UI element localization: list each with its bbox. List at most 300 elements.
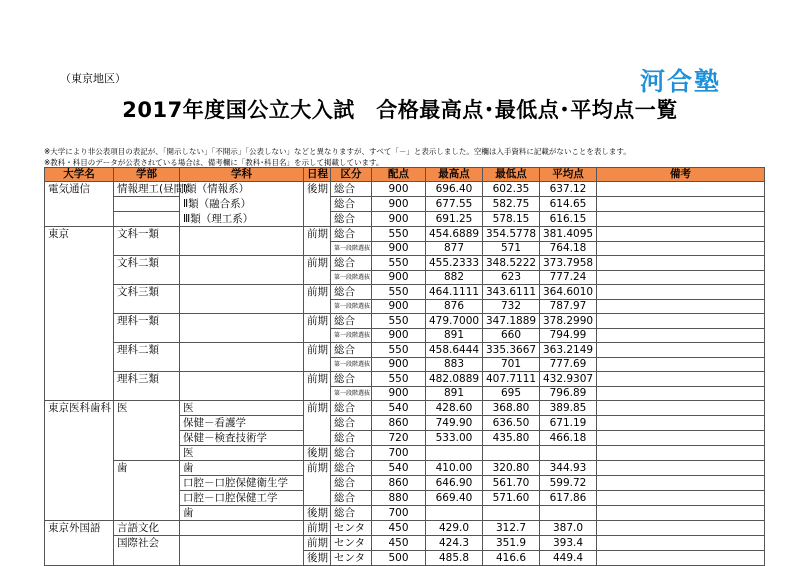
remarks-cell bbox=[597, 461, 765, 476]
haiten-cell: 900 bbox=[372, 387, 426, 401]
schedule-cell bbox=[304, 300, 331, 314]
kubun-cell: 総合 bbox=[331, 506, 372, 521]
department-cell bbox=[114, 271, 180, 285]
remarks-cell bbox=[597, 212, 765, 227]
major-cell bbox=[180, 536, 304, 551]
major-cell: 医 bbox=[180, 446, 304, 461]
schedule-cell: 後期 bbox=[304, 182, 331, 197]
kubun-cell: 総合 bbox=[331, 182, 372, 197]
avg-cell: 387.0 bbox=[540, 521, 597, 536]
major-cell: 保健－検査技術学 bbox=[180, 431, 304, 446]
major-cell bbox=[180, 285, 304, 300]
major-cell: 医 bbox=[180, 401, 304, 416]
department-cell bbox=[114, 300, 180, 314]
major-cell: 口腔－口腔保健衛生学 bbox=[180, 476, 304, 491]
kubun-cell: 総合 bbox=[331, 212, 372, 227]
table-row bbox=[45, 476, 765, 491]
major-cell: Ⅱ類（融合系） bbox=[180, 197, 304, 212]
min-cell: 582.75 bbox=[483, 197, 540, 212]
max-cell: 677.55 bbox=[426, 197, 483, 212]
table-row bbox=[45, 372, 765, 387]
max-cell: 749.90 bbox=[426, 416, 483, 431]
schedule-cell bbox=[304, 212, 331, 227]
remarks-cell bbox=[597, 343, 765, 358]
haiten-cell: 550 bbox=[372, 285, 426, 300]
avg-cell bbox=[540, 506, 597, 521]
min-cell: 368.80 bbox=[483, 401, 540, 416]
kubun-cell: 第一段階選抜 bbox=[331, 271, 372, 285]
remarks-cell bbox=[597, 300, 765, 314]
remarks-cell bbox=[597, 401, 765, 416]
university-cell bbox=[45, 536, 114, 551]
kubun-cell: 第一段階選抜 bbox=[331, 242, 372, 256]
avg-cell: 449.4 bbox=[540, 551, 597, 566]
university-cell bbox=[45, 242, 114, 256]
university-cell bbox=[45, 446, 114, 461]
region-label: （東京地区） bbox=[60, 72, 126, 85]
kubun-cell: センタ bbox=[331, 521, 372, 536]
university-cell bbox=[45, 431, 114, 446]
min-cell: 312.7 bbox=[483, 521, 540, 536]
haiten-cell: 700 bbox=[372, 506, 426, 521]
header-major: 学科 bbox=[180, 168, 304, 182]
major-cell bbox=[180, 227, 304, 242]
table-row bbox=[45, 536, 765, 551]
table-row bbox=[45, 182, 765, 197]
department-cell bbox=[114, 212, 180, 227]
page-title: 2017年度国公立大入試 合格最高点･最低点･平均点一覧 bbox=[122, 98, 678, 122]
table-row bbox=[45, 329, 765, 343]
avg-cell: 777.24 bbox=[540, 271, 597, 285]
university-cell bbox=[45, 476, 114, 491]
kubun-cell: 総合 bbox=[331, 491, 372, 506]
header-univ: 大学名 bbox=[45, 168, 114, 182]
avg-cell bbox=[540, 446, 597, 461]
schedule-cell bbox=[304, 271, 331, 285]
max-cell: 877 bbox=[426, 242, 483, 256]
department-cell: 文科一類 bbox=[114, 227, 180, 242]
major-cell bbox=[180, 256, 304, 271]
table-row bbox=[45, 491, 765, 506]
remarks-cell bbox=[597, 271, 765, 285]
department-cell bbox=[114, 551, 180, 566]
department-cell bbox=[114, 431, 180, 446]
department-cell bbox=[114, 491, 180, 506]
avg-cell: 616.15 bbox=[540, 212, 597, 227]
university-cell bbox=[45, 314, 114, 329]
haiten-cell: 720 bbox=[372, 431, 426, 446]
kubun-cell: 総合 bbox=[331, 446, 372, 461]
table-row bbox=[45, 212, 765, 227]
department-cell: 文科二類 bbox=[114, 256, 180, 271]
department-cell: 情報理工(昼間) bbox=[114, 182, 180, 197]
haiten-cell: 550 bbox=[372, 314, 426, 329]
department-cell: 理科二類 bbox=[114, 343, 180, 358]
remarks-cell bbox=[597, 329, 765, 343]
avg-cell: 344.93 bbox=[540, 461, 597, 476]
avg-cell: 637.12 bbox=[540, 182, 597, 197]
max-cell: 429.0 bbox=[426, 521, 483, 536]
major-cell bbox=[180, 551, 304, 566]
table-row bbox=[45, 551, 765, 566]
max-cell: 464.1111 bbox=[426, 285, 483, 300]
max-cell: 455.2333 bbox=[426, 256, 483, 271]
schedule-cell: 前期 bbox=[304, 314, 331, 329]
remarks-cell bbox=[597, 536, 765, 551]
kubun-cell: 総合 bbox=[331, 461, 372, 476]
min-cell: 561.70 bbox=[483, 476, 540, 491]
min-cell: 602.35 bbox=[483, 182, 540, 197]
table-row bbox=[45, 314, 765, 329]
avg-cell: 794.99 bbox=[540, 329, 597, 343]
university-cell bbox=[45, 212, 114, 227]
schedule-cell bbox=[304, 431, 331, 446]
university-cell bbox=[45, 343, 114, 358]
remarks-cell bbox=[597, 506, 765, 521]
avg-cell: 389.85 bbox=[540, 401, 597, 416]
avg-cell: 381.4095 bbox=[540, 227, 597, 242]
schedule-cell: 前期 bbox=[304, 461, 331, 476]
table-row bbox=[45, 343, 765, 358]
note-2: ※教科・科目のデータが公表されている場合は、備考欄に「教科･科目名」を示して掲載しています。 bbox=[44, 158, 384, 167]
table-row bbox=[45, 358, 765, 372]
haiten-cell: 450 bbox=[372, 521, 426, 536]
haiten-cell: 900 bbox=[372, 358, 426, 372]
haiten-cell: 550 bbox=[372, 372, 426, 387]
table-row bbox=[45, 416, 765, 431]
kubun-cell: 第一段階選抜 bbox=[331, 300, 372, 314]
haiten-cell: 900 bbox=[372, 329, 426, 343]
table-row bbox=[45, 446, 765, 461]
kubun-cell: 第一段階選抜 bbox=[331, 329, 372, 343]
schedule-cell bbox=[304, 416, 331, 431]
major-cell: Ⅲ類（理工系） bbox=[180, 212, 304, 227]
schedule-cell bbox=[304, 387, 331, 401]
major-cell: 口腔－口腔保健工学 bbox=[180, 491, 304, 506]
university-cell bbox=[45, 372, 114, 387]
haiten-cell: 450 bbox=[372, 536, 426, 551]
major-cell bbox=[180, 521, 304, 536]
kubun-cell: 総合 bbox=[331, 431, 372, 446]
haiten-cell: 900 bbox=[372, 212, 426, 227]
department-cell bbox=[114, 416, 180, 431]
schedule-cell bbox=[304, 476, 331, 491]
min-cell: 623 bbox=[483, 271, 540, 285]
header-min: 最低点 bbox=[483, 168, 540, 182]
kubun-cell: 第一段階選抜 bbox=[331, 358, 372, 372]
table-header-row bbox=[45, 168, 765, 182]
university-cell: 電気通信 bbox=[45, 182, 114, 197]
major-cell: Ⅰ類（情報系） bbox=[180, 182, 304, 197]
schedule-cell: 前期 bbox=[304, 256, 331, 271]
avg-cell: 364.6010 bbox=[540, 285, 597, 300]
min-cell: 335.3667 bbox=[483, 343, 540, 358]
university-cell bbox=[45, 285, 114, 300]
max-cell: 428.60 bbox=[426, 401, 483, 416]
kubun-cell: センタ bbox=[331, 536, 372, 551]
avg-cell: 466.18 bbox=[540, 431, 597, 446]
max-cell: 482.0889 bbox=[426, 372, 483, 387]
major-cell bbox=[180, 242, 304, 256]
remarks-cell bbox=[597, 416, 765, 431]
min-cell: 701 bbox=[483, 358, 540, 372]
university-cell bbox=[45, 551, 114, 566]
university-cell: 東京 bbox=[45, 227, 114, 242]
university-cell bbox=[45, 387, 114, 401]
kubun-cell: 総合 bbox=[331, 227, 372, 242]
university-cell bbox=[45, 506, 114, 521]
department-cell: 理科一類 bbox=[114, 314, 180, 329]
table-body bbox=[45, 182, 765, 566]
haiten-cell: 540 bbox=[372, 461, 426, 476]
major-cell bbox=[180, 343, 304, 358]
schedule-cell: 前期 bbox=[304, 227, 331, 242]
major-cell bbox=[180, 387, 304, 401]
max-cell: 479.7000 bbox=[426, 314, 483, 329]
max-cell: 646.90 bbox=[426, 476, 483, 491]
remarks-cell bbox=[597, 242, 765, 256]
header-max: 最高点 bbox=[426, 168, 483, 182]
major-cell bbox=[180, 271, 304, 285]
university-cell bbox=[45, 329, 114, 343]
university-cell bbox=[45, 197, 114, 212]
major-cell bbox=[180, 314, 304, 329]
max-cell: 696.40 bbox=[426, 182, 483, 197]
kubun-cell: 総合 bbox=[331, 372, 372, 387]
major-cell bbox=[180, 329, 304, 343]
avg-cell: 599.72 bbox=[540, 476, 597, 491]
min-cell bbox=[483, 506, 540, 521]
avg-cell: 671.19 bbox=[540, 416, 597, 431]
department-cell bbox=[114, 242, 180, 256]
max-cell: 883 bbox=[426, 358, 483, 372]
table-row bbox=[45, 271, 765, 285]
avg-cell: 378.2990 bbox=[540, 314, 597, 329]
university-cell bbox=[45, 358, 114, 372]
min-cell: 571 bbox=[483, 242, 540, 256]
min-cell: 354.5778 bbox=[483, 227, 540, 242]
max-cell: 485.8 bbox=[426, 551, 483, 566]
max-cell: 691.25 bbox=[426, 212, 483, 227]
haiten-cell: 900 bbox=[372, 242, 426, 256]
remarks-cell bbox=[597, 197, 765, 212]
department-cell bbox=[114, 476, 180, 491]
avg-cell: 796.89 bbox=[540, 387, 597, 401]
department-cell bbox=[114, 358, 180, 372]
min-cell: 351.9 bbox=[483, 536, 540, 551]
remarks-cell bbox=[597, 551, 765, 566]
kubun-cell: 総合 bbox=[331, 401, 372, 416]
department-cell bbox=[114, 446, 180, 461]
table-row bbox=[45, 506, 765, 521]
avg-cell: 393.4 bbox=[540, 536, 597, 551]
header-kubun: 区分 bbox=[331, 168, 372, 182]
remarks-cell bbox=[597, 256, 765, 271]
min-cell: 343.6111 bbox=[483, 285, 540, 300]
header-remarks: 備考 bbox=[597, 168, 765, 182]
haiten-cell: 900 bbox=[372, 182, 426, 197]
haiten-cell: 550 bbox=[372, 227, 426, 242]
max-cell bbox=[426, 446, 483, 461]
min-cell: 407.7111 bbox=[483, 372, 540, 387]
kubun-cell: 総合 bbox=[331, 314, 372, 329]
kubun-cell: 第一段階選抜 bbox=[331, 387, 372, 401]
min-cell: 636.50 bbox=[483, 416, 540, 431]
avg-cell: 363.2149 bbox=[540, 343, 597, 358]
remarks-cell bbox=[597, 387, 765, 401]
kubun-cell: 総合 bbox=[331, 476, 372, 491]
kubun-cell: 総合 bbox=[331, 197, 372, 212]
department-cell bbox=[114, 387, 180, 401]
min-cell: 320.80 bbox=[483, 461, 540, 476]
avg-cell: 617.86 bbox=[540, 491, 597, 506]
department-cell: 文科三類 bbox=[114, 285, 180, 300]
schedule-cell bbox=[304, 197, 331, 212]
remarks-cell bbox=[597, 358, 765, 372]
remarks-cell bbox=[597, 314, 765, 329]
max-cell: 891 bbox=[426, 329, 483, 343]
schedule-cell: 前期 bbox=[304, 372, 331, 387]
table-row bbox=[45, 242, 765, 256]
table-row bbox=[45, 227, 765, 242]
min-cell: 695 bbox=[483, 387, 540, 401]
kubun-cell: 総合 bbox=[331, 343, 372, 358]
haiten-cell: 500 bbox=[372, 551, 426, 566]
haiten-cell: 700 bbox=[372, 446, 426, 461]
header-avg: 平均点 bbox=[540, 168, 597, 182]
schedule-cell bbox=[304, 491, 331, 506]
schedule-cell: 後期 bbox=[304, 446, 331, 461]
min-cell: 732 bbox=[483, 300, 540, 314]
min-cell: 571.60 bbox=[483, 491, 540, 506]
avg-cell: 373.7958 bbox=[540, 256, 597, 271]
remarks-cell bbox=[597, 491, 765, 506]
avg-cell: 787.97 bbox=[540, 300, 597, 314]
remarks-cell bbox=[597, 521, 765, 536]
kubun-cell: 総合 bbox=[331, 416, 372, 431]
avg-cell: 614.65 bbox=[540, 197, 597, 212]
kawaijuku-logo: 河合塾 bbox=[640, 67, 722, 96]
schedule-cell: 前期 bbox=[304, 521, 331, 536]
schedule-cell: 前期 bbox=[304, 401, 331, 416]
remarks-cell bbox=[597, 285, 765, 300]
schedule-cell bbox=[304, 329, 331, 343]
haiten-cell: 550 bbox=[372, 256, 426, 271]
schedule-cell: 前期 bbox=[304, 536, 331, 551]
min-cell bbox=[483, 446, 540, 461]
kubun-cell: 総合 bbox=[331, 285, 372, 300]
haiten-cell: 900 bbox=[372, 271, 426, 285]
university-cell: 東京医科歯科 bbox=[45, 401, 114, 416]
haiten-cell: 550 bbox=[372, 343, 426, 358]
haiten-cell: 540 bbox=[372, 401, 426, 416]
haiten-cell: 900 bbox=[372, 197, 426, 212]
department-cell: 医 bbox=[114, 401, 180, 416]
remarks-cell bbox=[597, 372, 765, 387]
max-cell: 458.6444 bbox=[426, 343, 483, 358]
table-row bbox=[45, 256, 765, 271]
header-haiten: 配点 bbox=[372, 168, 426, 182]
haiten-cell: 880 bbox=[372, 491, 426, 506]
haiten-cell: 860 bbox=[372, 476, 426, 491]
haiten-cell: 900 bbox=[372, 300, 426, 314]
major-cell bbox=[180, 300, 304, 314]
max-cell: 669.40 bbox=[426, 491, 483, 506]
avg-cell: 777.69 bbox=[540, 358, 597, 372]
remarks-cell bbox=[597, 446, 765, 461]
max-cell: 424.3 bbox=[426, 536, 483, 551]
min-cell: 348.5222 bbox=[483, 256, 540, 271]
min-cell: 435.80 bbox=[483, 431, 540, 446]
avg-cell: 432.9307 bbox=[540, 372, 597, 387]
avg-cell: 764.18 bbox=[540, 242, 597, 256]
remarks-cell bbox=[597, 227, 765, 242]
min-cell: 416.6 bbox=[483, 551, 540, 566]
table-row bbox=[45, 300, 765, 314]
department-cell: 歯 bbox=[114, 461, 180, 476]
department-cell: 理科三類 bbox=[114, 372, 180, 387]
university-cell bbox=[45, 256, 114, 271]
max-cell: 882 bbox=[426, 271, 483, 285]
major-cell bbox=[180, 372, 304, 387]
remarks-cell bbox=[597, 182, 765, 197]
university-cell bbox=[45, 271, 114, 285]
schedule-cell: 前期 bbox=[304, 343, 331, 358]
major-cell: 保健－看護学 bbox=[180, 416, 304, 431]
department-cell: 言語文化 bbox=[114, 521, 180, 536]
schedule-cell: 後期 bbox=[304, 551, 331, 566]
department-cell bbox=[114, 506, 180, 521]
schedule-cell: 前期 bbox=[304, 285, 331, 300]
table-row bbox=[45, 401, 765, 416]
table-row bbox=[45, 387, 765, 401]
min-cell: 578.15 bbox=[483, 212, 540, 227]
university-cell bbox=[45, 416, 114, 431]
department-cell: 国際社会 bbox=[114, 536, 180, 551]
major-cell: 歯 bbox=[180, 506, 304, 521]
max-cell: 876 bbox=[426, 300, 483, 314]
university-cell bbox=[45, 300, 114, 314]
university-cell bbox=[45, 491, 114, 506]
department-cell bbox=[114, 329, 180, 343]
university-cell bbox=[45, 461, 114, 476]
min-cell: 660 bbox=[483, 329, 540, 343]
major-cell bbox=[180, 358, 304, 372]
header-dept: 学部 bbox=[114, 168, 180, 182]
max-cell: 410.00 bbox=[426, 461, 483, 476]
schedule-cell bbox=[304, 242, 331, 256]
table-row bbox=[45, 197, 765, 212]
schedule-cell bbox=[304, 358, 331, 372]
max-cell: 454.6889 bbox=[426, 227, 483, 242]
max-cell bbox=[426, 506, 483, 521]
remarks-cell bbox=[597, 476, 765, 491]
remarks-cell bbox=[597, 431, 765, 446]
table-row bbox=[45, 285, 765, 300]
schedule-cell: 後期 bbox=[304, 506, 331, 521]
table-row bbox=[45, 521, 765, 536]
note-1: ※大学により非公表項目の表記が、「開示しない」「不開示」「公表しない」などと異なりますが、すべて「－」と表示しました。空欄は入手資料に記載がないことを表します。 bbox=[44, 147, 631, 156]
haiten-cell: 860 bbox=[372, 416, 426, 431]
department-cell bbox=[114, 197, 180, 212]
table-row bbox=[45, 431, 765, 446]
table-row bbox=[45, 461, 765, 476]
score-table bbox=[44, 167, 765, 566]
kubun-cell: センタ bbox=[331, 551, 372, 566]
university-cell: 東京外国語 bbox=[45, 521, 114, 536]
kubun-cell: 総合 bbox=[331, 256, 372, 271]
max-cell: 891 bbox=[426, 387, 483, 401]
